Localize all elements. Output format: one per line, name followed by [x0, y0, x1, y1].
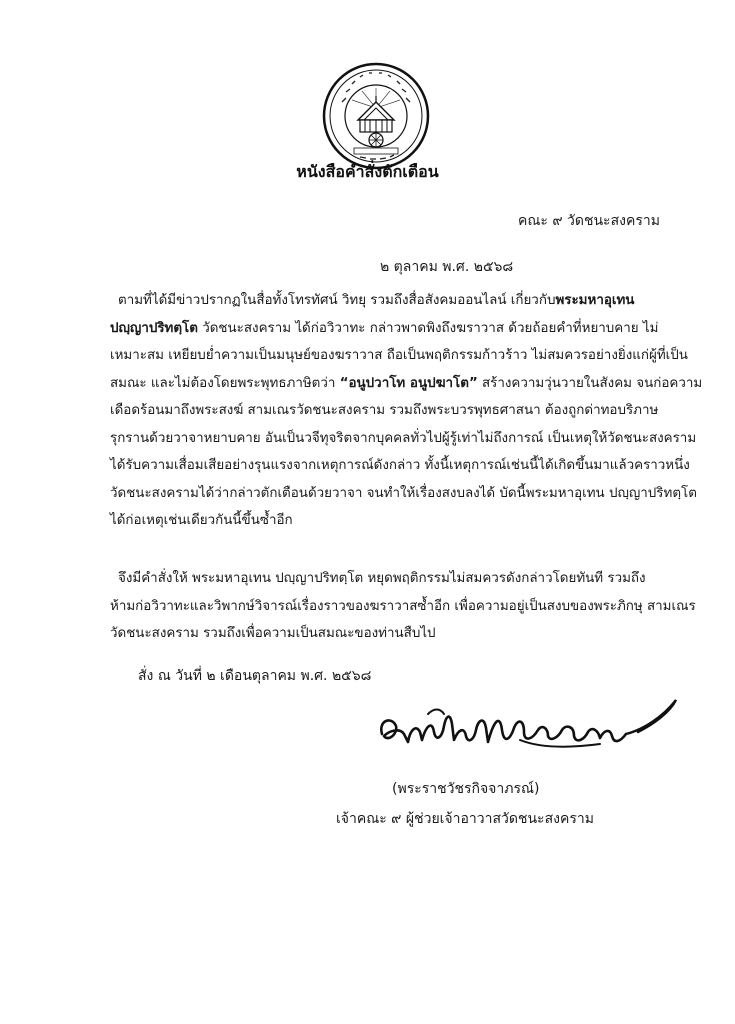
- signer-title: เจ้าคณะ ๙ ผู้ช่วยเจ้าอาวาสวัดชนะสงคราม: [336, 811, 594, 827]
- paragraph-line: ห้ามก่อวิวาทะและวิพากษ์วิจารณ์เรื่องราวของฆราวาสซ้ำอีก เพื่อความอยู่เป็นสงบของพระภิกษุ สามเณร: [110, 598, 696, 614]
- paragraph-line: สมณะ และไม่ต้องโดยพระพุทธภาษิตว่า “อนูปวาโท อนูปฆาโต” สร้างความวุ่นวายในสังคม จนก่อความ: [110, 375, 703, 391]
- paragraph-2: [110, 565, 696, 648]
- signer-name: (พระราชวัชรกิจจาภรณ์): [392, 781, 540, 797]
- paragraph-line: เดือดร้อนมาถึงพระสงฆ์ สามเณรวัดชนะสงคราม รวมถึงพระบวรพุทธศาสนา ต้องถูกด่าทอบริภาษ: [110, 403, 659, 418]
- paragraph-line: ปญฺญาปริทตฺโต วัดชนะสงคราม ได้ก่อวิวาทะ กล่าวพาดพิงถึงฆราวาส ด้วยถ้อยคำที่หยาบคาย ไม่: [110, 320, 659, 336]
- temple-seal-logo: [322, 62, 430, 170]
- monk-title: ปญฺญาปริทตฺโต: [110, 320, 198, 336]
- monk-name: พระมหาอุเทน: [555, 293, 635, 308]
- order-date: สั่ง ณ วันที่ ๒ เดือนตุลาคม พ.ศ. ๒๕๖๘: [138, 668, 372, 684]
- paragraph-line: ได้ก่อเหตุเช่นเดียวกันนี้ขึ้นซ้ำอีก: [110, 513, 293, 528]
- paragraph-line: ตามที่ได้มีข่าวปรากฏในสื่อทั้งโทรทัศน์ วิทยุ รวมถึงสื่อสังคมออนไลน์ เกี่ยวกับพระมหาอุเทน: [118, 293, 635, 308]
- paragraph-1: [110, 287, 703, 535]
- committee-label: คณะ ๙ วัดชนะสงคราม: [518, 213, 660, 229]
- handwritten-signature: [370, 690, 700, 760]
- pali-quote: “อนูปวาโท อนูปฆาโต”: [339, 375, 478, 391]
- paragraph-line: วัดชนะสงครามได้ว่ากล่าวตักเตือนด้วยวาจา จนทำให้เรื่องสงบลงได้ บัดนี้พระมหาอุเทน ปญฺญาปริทตฺโต: [110, 485, 697, 501]
- document-title: หนังสือคำสั่งตักเตือน: [296, 162, 439, 181]
- paragraph-line: วัดชนะสงคราม รวมถึงเพื่อความเป็นสมณะของท่านสืบไป: [110, 626, 436, 641]
- paragraph-line: ได้รับความเสื่อมเสียอย่างรุนแรงจากเหตุการณ์ดังกล่าว ทั้งนี้เหตุการณ์เช่นนี้ได้เกิดขึ้นมาแล้วคราวหนึ่ง: [110, 458, 690, 473]
- paragraph-line: รุกรานด้วยวาจาหยาบคาย อันเป็นวจีทุจริตจากบุคคลทั่วไปผู้รู้เท่าไม่ถึงการณ์ เป็นเหตุให้วัดชนะสงคราม: [110, 430, 697, 446]
- paragraph-line: เหมาะสม เหยียบย่ำความเป็นมนุษย์ของฆราวาส ถือเป็นพฤติกรรมก้าวร้าว ไม่สมควรอย่างยิ่งแก่ผู้ที่เป็น: [110, 348, 688, 363]
- document-date: ๒ ตุลาคม พ.ศ. ๒๕๖๘: [380, 259, 514, 275]
- paragraph-line: จึงมีคำสั่งให้ พระมหาอุเทน ปญฺญาปริทตฺโต หยุดพฤติกรรมไม่สมควรดังกล่าวโดยทันที รวมถึง: [118, 571, 646, 586]
